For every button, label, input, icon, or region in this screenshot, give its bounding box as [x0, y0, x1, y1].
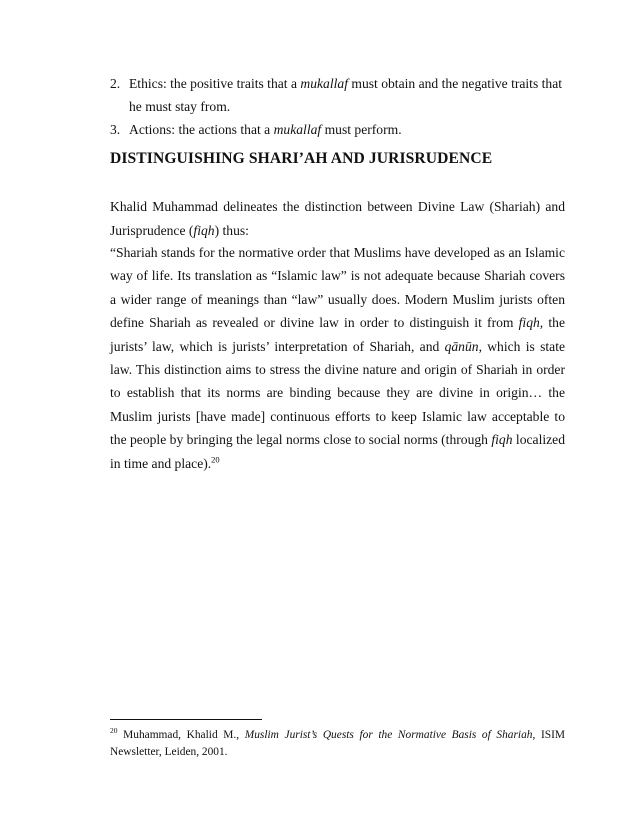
quote-text-part: , which is state law. This distinction aims to stress the divine nature and origin of Shariah in order to establish that its norms are binding because they are divine in origin… the Muslim jurists [have made] continuous efforts to keep Islamic law acceptable to the people by bringing the legal norms close to social norms (through	[110, 338, 566, 448]
quote-italic-term: fiqh	[491, 432, 513, 448]
list-item-text-part: must obtain and the negative traits that he must stay from.	[129, 76, 563, 114]
list-item-text	[129, 118, 570, 141]
quote-paragraph	[110, 241, 565, 475]
footnote-reference[interactable]: 20	[211, 454, 220, 465]
list-item	[110, 72, 570, 118]
quote-italic-term: fiqh,	[518, 315, 544, 331]
list-item-number: 3.	[110, 122, 121, 137]
intro-text-part: ) thus:	[214, 222, 249, 238]
footnote-italic-title: Muslim Jurist’s Quests for the Normative Basis of Shariah	[244, 729, 533, 741]
intro-italic-term: fiqh	[193, 222, 215, 238]
quote-text-part: localized in time and place).	[110, 432, 565, 471]
list-item-text	[129, 72, 570, 118]
quote-text-part: “Shariah stands for the normative order that Muslims have developed as an Islamic way of life. Its translation as “Islamic law” is not adequate because Shariah covers a wider range of meanings than “law” usually does. Modern Muslim jurists often define Shariah as revealed or divine law in order to distinguish it from	[110, 245, 565, 331]
section-heading: DISTINGUISHING SHARI’AH AND JURISRUDENCE	[110, 150, 493, 167]
list-item-italic-term: mukallaf	[300, 76, 348, 91]
intro-text-part: Khalid Muhammad delineates the distinction between Divine Law (Shariah) and Jurisprudence (	[110, 199, 565, 238]
list-item-text-part: must perform.	[321, 122, 402, 137]
footnote-text-part: Muhammad, Khalid M.,	[117, 729, 245, 741]
list-item-text-part: Ethics: the positive traits that a	[129, 76, 301, 91]
footnote-divider	[110, 719, 262, 720]
quote-text-part: the jurists’ law, which is jurists’ interpretation of Shariah, and	[110, 315, 565, 354]
intro-paragraph	[110, 195, 565, 242]
list-item-number: 2.	[110, 76, 121, 91]
quote-italic-term: qānūn	[444, 338, 479, 354]
numbered-list	[110, 72, 570, 141]
footnote-text-part: , ISIM Newsletter, Leiden, 2001.	[110, 729, 566, 758]
footnote-number: 20	[110, 726, 118, 736]
list-item	[110, 118, 570, 141]
footnote	[110, 727, 565, 760]
list-item-italic-term: mukallaf	[273, 122, 322, 137]
list-item-text-part: Actions: the actions that a	[129, 122, 274, 137]
